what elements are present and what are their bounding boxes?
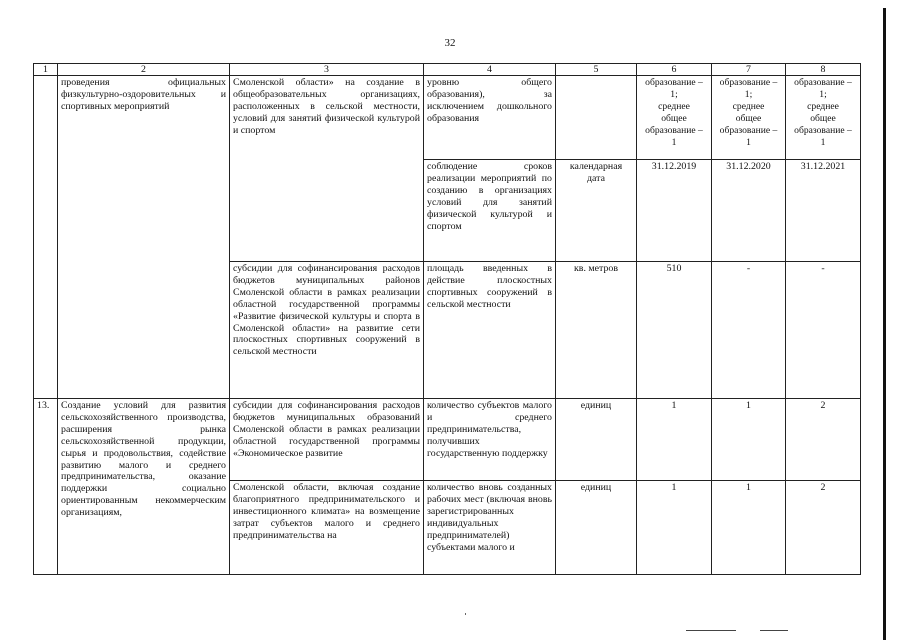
- value-2021-cell: -: [786, 262, 861, 399]
- scan-mark: [686, 630, 736, 631]
- measure-cell: Смоленской области, включая создание благоприятного предпринимательского и инвестиционного климата» на возмещение затрат субъектов малого и среднего предпринимательства на: [230, 481, 424, 575]
- unit-cell: кв. метров: [556, 262, 637, 399]
- indicator-cell: количество субъектов малого и среднего предпринимательства, получивших государственную поддержку: [424, 399, 556, 481]
- header-col-1: 1: [34, 64, 58, 76]
- indicator-cell: количество вновь созданных рабочих мест (включая вновь зарегистрированных индивидуальных предпринимателей) субъектами малого и: [424, 481, 556, 575]
- value-2020-cell: 1: [712, 481, 786, 575]
- indicators-table: [33, 63, 861, 575]
- table-row: [34, 76, 861, 160]
- header-col-7: 7: [712, 64, 786, 76]
- header-col-5: 5: [556, 64, 637, 76]
- measure-cell: Смоленской области» на создание в общеобразовательных организациях, расположенных в сельской местности, условий для занятий физической культурой и спортом: [230, 76, 424, 262]
- row-number-cell: 13.: [34, 399, 58, 575]
- value-2021-cell: 2: [786, 481, 861, 575]
- indicator-cell: площадь введенных в действие плоскостных спортивных сооружений в сельской местности: [424, 262, 556, 399]
- value-2019-cell: образование – 1; среднее общее образование – 1: [637, 76, 712, 160]
- header-col-6: 6: [637, 64, 712, 76]
- value-2021-cell: 2: [786, 399, 861, 481]
- indicator-cell: соблюдение сроков реализации мероприятий по созданию в организациях условий для занятий физической культурой и спортом: [424, 160, 556, 262]
- page-number: 32: [444, 37, 456, 49]
- value-2020-cell: 31.12.2020: [712, 160, 786, 262]
- header-col-8: 8: [786, 64, 861, 76]
- header-col-3: 3: [230, 64, 424, 76]
- objective-cell: Создание условий для развития сельскохозяйственного производства, расширения рынка сельскохозяйственной продукции, сырья и продовольствия, содействие развитию малого и среднего предпринимательства, оказание поддержки социально ориентированным некоммерческим организациям,: [58, 399, 230, 575]
- value-2019-cell: 1: [637, 481, 712, 575]
- value-2020-cell: образование – 1; среднее общее образование – 1: [712, 76, 786, 160]
- value-2019-cell: 31.12.2019: [637, 160, 712, 262]
- value-2021-cell: 31.12.2021: [786, 160, 861, 262]
- value-2020-cell: 1: [712, 399, 786, 481]
- scan-edge-bar: [883, 8, 886, 640]
- header-col-4: 4: [424, 64, 556, 76]
- value-2019-cell: 510: [637, 262, 712, 399]
- objective-cell: проведения официальных физкультурно-оздоровительных и спортивных мероприятий: [58, 76, 230, 399]
- scan-mark: [760, 630, 788, 631]
- indicator-cell: уровню общего образования), за исключением дошкольного образования: [424, 76, 556, 160]
- measure-cell: субсидии для софинансирования расходов бюджетов муниципальных районов Смоленской области в рамках реализации областной государственной программы «Развитие физической культуры и спорта в Смоленской области» на развитие сети плоскостных спортивных сооружений в сельской местности: [230, 262, 424, 399]
- value-2019-cell: 1: [637, 399, 712, 481]
- unit-cell: единиц: [556, 399, 637, 481]
- value-2020-cell: -: [712, 262, 786, 399]
- scan-speck: [465, 613, 466, 615]
- unit-cell: календарная дата: [556, 160, 637, 262]
- unit-cell: [556, 76, 637, 160]
- value-2021-cell: образование – 1; среднее общее образование – 1: [786, 76, 861, 160]
- table-row: [34, 399, 861, 481]
- header-row: [34, 64, 861, 76]
- measure-cell: субсидии для софинансирования расходов бюджетов муниципальных образований Смоленской области в рамках реализации областной государственной программы «Экономическое развитие: [230, 399, 424, 481]
- header-col-2: 2: [58, 64, 230, 76]
- row-number-cell: [34, 76, 58, 399]
- unit-cell: единиц: [556, 481, 637, 575]
